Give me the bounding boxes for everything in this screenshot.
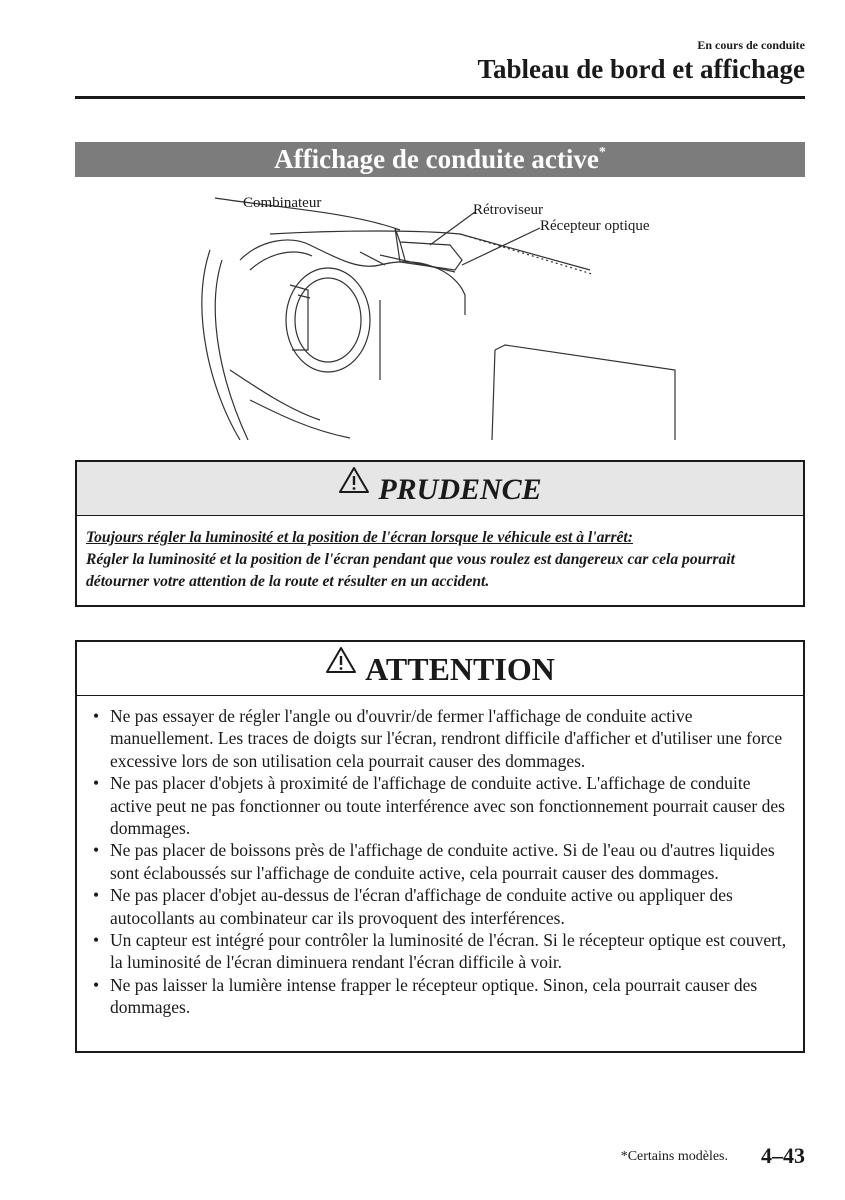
bullet: • (93, 885, 100, 906)
page-number: 4–43 (761, 1143, 805, 1168)
item-text: Ne pas essayer de régler l'angle ou d'ouvrir/de fermer l'affichage de conduite active manuellement. Les traces de doigts sur l'écran, rendront difficile d'afficher et d'utiliser une force excessive lors de son utilisation cela pourrait causer des dommages. (110, 706, 783, 771)
bullet: • (93, 773, 100, 794)
attention-heading: ATTENTION (365, 650, 555, 687)
list-item (89, 839, 791, 884)
prudence-body (77, 516, 803, 605)
item-text: Un capteur est intégré pour contrôler la luminosité de l'écran. Si le récepteur optique est couvert, la luminosité de l'écran diminuera rendant l'écran difficile à voir. (110, 930, 787, 973)
section-marker: * (598, 145, 606, 160)
prudence-header (77, 462, 803, 516)
page-title: Tableau de bord et affichage (477, 54, 805, 84)
warning-triangle-icon (325, 643, 357, 696)
list-item (89, 974, 791, 1019)
section-title-bar (75, 142, 805, 177)
list-item (89, 705, 791, 772)
header-rule (75, 96, 805, 99)
footnote: *Certains modèles. (620, 1149, 728, 1164)
label-retroviseur: Rétroviseur (473, 202, 543, 218)
attention-box (75, 640, 805, 1053)
list-item (89, 772, 791, 839)
dashboard-illustration (200, 190, 680, 440)
section-title: Affichage de conduite active (274, 144, 599, 174)
prudence-text: Régler la luminosité et la position de l'écran pendant que vous roulez est dangereux car cela pourrait détourner votre attention de la route et résulter en un accident. (86, 551, 735, 590)
label-recepteur-optique: Récepteur optique (540, 218, 650, 234)
item-text: Ne pas placer d'objet au-dessus de l'écran d'affichage de conduite active ou appliquer des autocollants au combinateur car ils provoquent des interférences. (110, 885, 733, 928)
item-text: Ne pas placer de boissons près de l'affichage de conduite active. Si de l'eau ou d'autres liquides sont éclaboussés sur l'affichage de conduite active, cela pourrait causer des dommages. (110, 840, 775, 883)
prudence-heading: PRUDENCE (378, 472, 542, 506)
bullet: • (93, 706, 100, 726)
list-item (89, 929, 791, 974)
list-item (89, 884, 791, 929)
attention-header (77, 642, 803, 696)
warning-triangle-icon (338, 463, 370, 516)
item-text: Ne pas laisser la lumière intense frapper le récepteur optique. Sinon, cela pourrait causer des dommages. (110, 974, 758, 1018)
chapter-label: En cours de conduite (697, 38, 805, 52)
bullet: • (93, 974, 100, 995)
label-combinateur: Combinateur (243, 195, 322, 211)
prudence-lead: Toujours régler la luminosité et la position de l'écran lorsque le véhicule est à l'arrêt: (86, 529, 633, 546)
bullet: • (93, 840, 100, 861)
bullet: • (93, 930, 100, 951)
item-text: Ne pas placer d'objets à proximité de l'affichage de conduite active. L'affichage de conduite active peut ne pas fonctionner ou toute interférence avec son fonctionnement pourrait causer des dommages. (110, 773, 785, 839)
prudence-box (75, 460, 805, 607)
attention-list (77, 696, 803, 1029)
